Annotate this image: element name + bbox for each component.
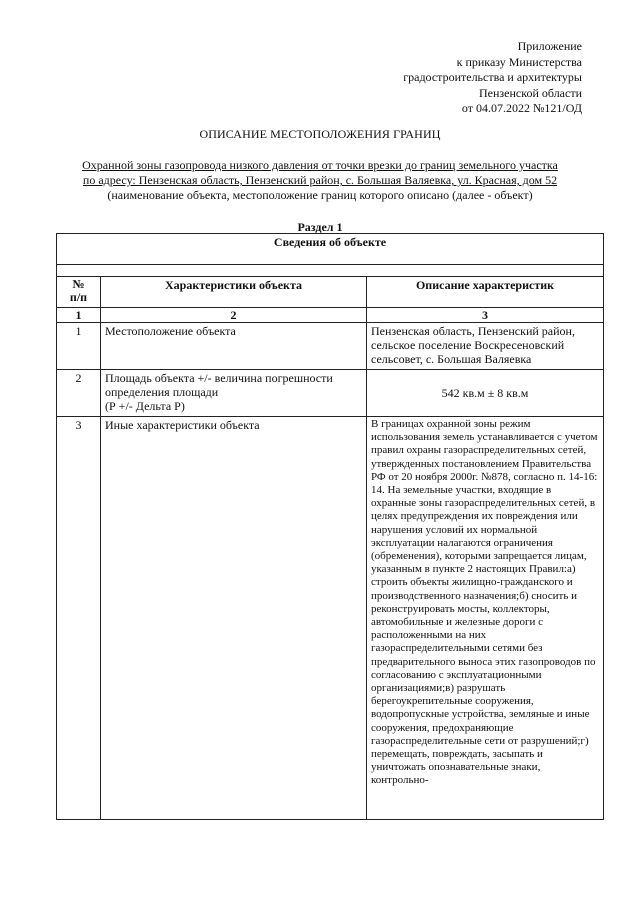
appendix-line: Приложение bbox=[517, 39, 582, 53]
row-description: Пензенская область, Пензенский район, сельское поселение Воскресеновский сельсовет, с. Большая Валяевка bbox=[367, 323, 604, 370]
table-spacer-row bbox=[57, 265, 604, 277]
row-characteristic: Местоположение объекта bbox=[101, 323, 367, 370]
table-row bbox=[57, 417, 604, 820]
table-header-row bbox=[57, 277, 604, 308]
table-row bbox=[57, 323, 604, 370]
column-number: 1 bbox=[57, 308, 101, 323]
table-title-row bbox=[57, 234, 604, 265]
appendix-line: Пензенской области bbox=[479, 85, 582, 100]
row-number: 1 bbox=[57, 323, 101, 370]
row-description: В границах охранной зоны режим использования земель устанавливается с учетом правил охраны газораспределительных сетей, утвержденных постановлением Правительства РФ от 20 ноября 2000г. №878, согласно п. 14-16: 14. На земельные участки, входящие в охранные зоны газораспределительных сетей, в целях предупреждения их повреждения или нарушения условий их нормальной эксплуатации налагаются ограничения (обременения), которыми запрещается лицам, указанным в пункте 2 настоящих Правил:а) строить объекты жилищно-гражданского и производственного назначения;б) сносить и реконструировать мосты, коллекторы, автомобильные и железные дороги с расположенными на них газораспределительными сетями без предварительного выноса этих газопроводов по согласованию с эксплуатационными организациями;в) разрушать берегоукрепительные сооружения, водопропускные устройства, земляные и иные сооружения, предохраняющие газораспределительные сети от разрушений;г) перемещать, повреждать, засыпать и уничтожать опознавательные знаки, контрольно- bbox=[367, 417, 604, 820]
appendix-line: от 04.07.2022 №121/ОД bbox=[461, 101, 582, 116]
object-name-line-1: Охранной зоны газопровода низкого давления от точки врезки до границ земельного участка bbox=[82, 158, 558, 172]
header-num: № п/п bbox=[57, 277, 101, 308]
column-number: 2 bbox=[101, 308, 367, 323]
header-description: Описание характеристик bbox=[367, 277, 604, 308]
appendix-line: к приказу Министерства bbox=[456, 54, 582, 69]
document-title: ОПИСАНИЕ МЕСТОПОЛОЖЕНИЯ ГРАНИЦ bbox=[199, 127, 441, 141]
appendix-line: градостроительства и архитектуры bbox=[403, 70, 582, 85]
column-number: 3 bbox=[367, 308, 604, 323]
header-characteristic: Характеристики объекта bbox=[101, 277, 367, 308]
column-number-row bbox=[57, 308, 604, 323]
table-title: Сведения об объекте bbox=[57, 234, 604, 265]
object-name-line-2: по адресу: Пензенская область, Пензенский район, с. Большая Валяевка, ул. Красная, дом 52 bbox=[82, 173, 558, 187]
row-characteristic: Площадь объекта +/- величина погрешности определения площади (Р +/- Дельта Р) bbox=[101, 370, 367, 417]
object-name-note: (наименование объекта, местоположение границ которого описано (далее - объект) bbox=[107, 188, 533, 202]
row-characteristic: Иные характеристики объекта bbox=[101, 417, 367, 820]
row-description: 542 кв.м ± 8 кв.м bbox=[367, 370, 604, 417]
table-row bbox=[57, 370, 604, 417]
row-number: 3 bbox=[57, 417, 101, 820]
row-number: 2 bbox=[57, 370, 101, 417]
appendix-block bbox=[282, 39, 582, 117]
section-heading: Раздел 1 bbox=[297, 220, 343, 234]
object-info-table bbox=[56, 233, 604, 820]
